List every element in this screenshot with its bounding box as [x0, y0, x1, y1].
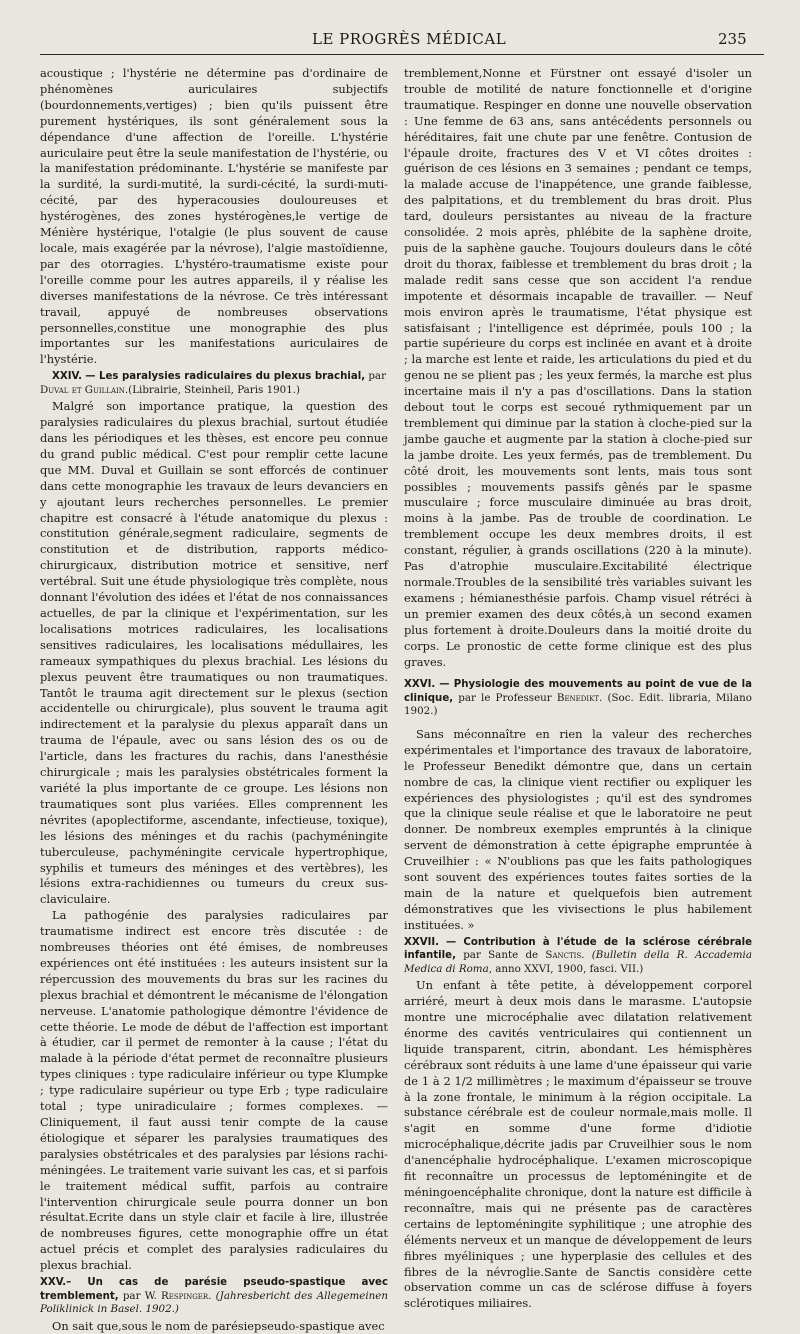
review-number: XXV.: [40, 1277, 67, 1289]
review-publisher: (Librairie, Steinheil, Paris 1901.): [128, 383, 301, 396]
journal-title: LE PROGRÈS MÉDICAL: [312, 30, 507, 48]
review-heading-xxvii: [404, 936, 752, 977]
review-heading-xxvi: [404, 678, 752, 719]
review-title: — Contribution à l'étude de la sclérose cérébrale infantile,: [404, 936, 752, 962]
review-heading-xxv: [40, 1276, 388, 1317]
paragraph: acoustique ; l'hystérie ne détermine pas d'ordinaire de phénomènes auriculaires subjectifs (bourdonnements,vertiges) ; bien qu'ils puissent être purement hystériques, ils sont généralement sous la dépendance d'une affection de l'oreille. L'hystérie auriculaire peut être la seule manifestation de l'hystérie, ou la manifestation prédominante. L'hystérie se manifeste par la surdité, la surdi-mutité, la surdi-cécité, la surdi-muti-cécité, par des hyperacousies douloureuses et hystérogènes, des zones hystérogènes,le vertige de Ménière hystérique, l'otalgie (le plus souvent de cause locale, mais exagérée par la névrose), l'algie mastoïdienne, par des otorragies. L'hystéro-traumatisme existe pour l'oreille comme pour les autres appareils, il y réalise les diverses manifestations de la névrose. Ce très intéressant travail, appuyé de nombreuses observations personnelles,constitue une monographie des plus importantes sur les manifestations auriculaires de l'hystérie.: [40, 66, 388, 367]
review-title: — Physiologie des mouvements au point de vue de la clinique,: [404, 679, 752, 704]
paragraph: Malgré son importance pratique, la question des paralysies radiculaires du plexus brachial, surtout étudiée dans les périodiques et les thèses, est encore peu connue du grand public médical. C'est pour remplir cette lacune que MM. Duval et Guillain se sont efforcés de continuer dans cette monographie les travaux de leurs devanciers en y ajoutant leurs recherches personnelles. Le premier chapitre est consacré à l'étude anatomique du plexus : constitution générale,segment radiculaire, segments de constitution et de distribution, rapports médico-chirurgicaux, distribution motrice et sensitive, nerf vertébral. Suit une étude physiologique très complète, nous donnant l'évolution des idées et l'état de nos connaissances actuelles, de par la clinique et l'expérimentation, sur les localisations motrices radiculaires, les localisations sensitives radiculaires, les localisations médullaires, les rameaux sympathiques du plexus brachial. Les lésions du plexus peuvent être traumatiques ou non traumatiques. Tantôt le trauma agit directement sur le plexus (section accidentelle ou chirurgicale), plus souvent le trauma agit indirectement et la paralysie du plexus apparaît dans un trauma de l'épaule, avec ou sans lésion des os ou de l'article, dans les fractures du rachis, dans l'anesthésie chirurgicale ; mais les paralysies obstétricales forment la variété la plus importante de ce groupe. Les lésions non traumatiques sont plus variées. Elles comprennent les névrites (apoplectiforme, ascendante, infectieuse, toxique), les lésions des méninges et du rachis (pachyméningite tuberculeuse, pachyméningite cervicale hypertrophique, syphilis et tumeurs des méninges et des vertèbres), les lésions extra-rachidiennes ou tumeurs du creux sus-claviculaire.: [40, 399, 388, 907]
review-authors: Respinger.: [160, 1289, 212, 1302]
review-authors: Sanctis.: [545, 949, 585, 962]
paragraph: Sans méconnaître en rien la valeur des recherches expérimentales et l'importance des travaux de laboratoire, le Professeur Benedikt démontre que, dans un certain nombre de cas, la clinique vient rectifier ou expliquer les expériences des physiologistes ; qu'il est des syndromes que la clinique seule réalise et que le laboratoire ne peut donner. De nombreux exemples empruntés à la clinique servent de démonstration à cette épigraphe empruntée à Cruveilhier : « N'oublions pas que les faits pathologiques sont souvent des expériences toutes faites sorties de la main de la nature et quelquefois bien autrement démonstratives que les vivisections le plus habilement instituées. »: [404, 726, 752, 932]
header-rule: [40, 54, 764, 55]
review-number: XXVII.: [404, 936, 440, 948]
page-header: [0, 30, 800, 54]
paragraph: On sait que,sous le nom de parésiepseudo-spastique avec: [52, 1318, 385, 1333]
review-publisher: (Soc. Edit. libraria, Milano 1902.): [404, 691, 752, 718]
review-par: par: [365, 370, 386, 383]
review-authors: Duval et Guillain.: [40, 383, 129, 396]
paragraph: Un enfant à tête petite, à développement corporel arriéré, meurt à deux mois dans le marasme. L'autopsie montre une microcéphalie avec dilatation relativement énorme des cavités ventriculaires qui contiennent un liquide transparent, citrin, abondant. Les hémisphères cérébraux sont réduits à une lame d'une épaisseur qui varie de 1 à 2 1/2 millimètres ; le maximum d'épaisseur se trouve à la zone frontale, le minimum à la région occipitale. La substance cérébrale est de couleur normale,mais molle. Il s'agit en somme d'une forme d'idiotie microcéphalique,décrite jadis par Cruveilhier sous le nom d'anencéphalie hydrocéphalique. L'examen microscopique fit reconnaître un processus de leptoméningite et de méningoencéphalite chronique, dont la nature est difficile à reconnaître, mais qui ne présente pas de caractères certains de leptoméningite syphilitique ; une atrophie des éléments nerveux et un manque de développement de leurs fibres myéliniques ; une hyperplasie des cellules et des fibres de la névroglie.Sante de Sanctis considère cette observation comme un cas de sclérose diffuse à foyers sclérotiques miliaires.: [404, 978, 752, 1311]
review-title: – Un cas de parésie pseudo-spastique avec tremblement,: [40, 1277, 388, 1302]
review-number: XXIV.: [52, 371, 82, 383]
review-par: par le Professeur: [453, 691, 557, 704]
review-publisher: (Jahresbericht des Allegemeinen Poliklinick in Basel. 1902.): [40, 1289, 388, 1316]
left-column: [40, 66, 388, 1334]
review-title: — Les paralysies radiculaires du plexus brachial,: [85, 371, 366, 383]
review-par: par W.: [118, 1289, 161, 1302]
review-publisher: (Bulletin della R. Accademia Medica di Roma,: [404, 949, 752, 975]
right-column: [404, 66, 752, 1312]
review-par: par Sante de: [455, 949, 546, 962]
review-number: XXVI.: [404, 679, 436, 691]
review-publisher-detail: anno XXVI, 1900, fasci. VII.): [492, 962, 644, 975]
paragraph: tremblement,Nonne et Fürstner ont essayé d'isoler un trouble de motilité de nature fonctionnelle et d'origine traumatique. Respinger en donne une nouvelle observation : Une femme de 63 ans, sans antécédents personnels ou héréditaires, fait une chute par une fenêtre. Contusion de l'épaule droite, fractures des V et VI côtes droites : guérison de ces lésions en 3 semaines ; pendant ce temps, la malade accuse de l'inappétence, une grande faiblesse, des palpitations, et du tremblement du bras droit. Plus tard, douleurs persistantes au niveau de la fracture consolidée. 2 mois après, phlébite de la saphène droite, puis de la saphène gauche. Toujours douleurs dans le côté droit du thorax, faiblesse et tremblement du bras droit ; la malade redit sans cesse que son accident l'a rendue impotente et désormais incapable de travailler. — Neuf mois environ après le traumatisme, l'état physique est satisfaisant ; l'intelligence est déprimée, pouls 100 ; la partie supérieure du corps est inclinée en avant et à droite ; la marche est lente et raide, les articulations du pied et du genou ne se plient pas ; les yeux fermés, la marche est plus incertaine mais il n'y a pas d'oscillations. Dans la station debout tout le corps est secoué rythmiquement par un tremblement qui diminue par la station à cloche-pied sur la jambe gauche et augmente par la station à cloche-pied sur la jambe droite. Les yeux fermés, pas de tremblement. Du côté droit, les mouvements sont lents, mais tous sont possibles ; mouvements passifs gênés par le spasme musculaire ; force musculaire diminuée au bras droit, moins à la jambe. Pas de trouble de coordination. Le tremblement occupe les deux membres droits, il est constant, régulier, à grands oscillations (220 à la minute). Pas d'atrophie musculaire.Excitabilité électrique normale.Troubles de la sensibilité très variables suivant les examens ; hémianesthésie parfois. Champ visuel rétréci à un premier examen des deux côtés,à un second examen plus fortement à droite.Douleurs dans la moitié droite du corps. Le pronostic de cette forme clinique est des plus graves.: [404, 66, 752, 669]
paragraph: La pathogénie des paralysies radiculaires par traumatisme indirect est encore très discutée : de nombreuses théories ont été émises, de nombreuses expériences ont été instituées : les auteurs insistent sur la répercussion des mouvements du bras sur les racines du plexus brachial et démontrent le mécanisme de l'élongation nerveuse. L'anatomie pathologique démontre l'évidence de cette théorie. Le mode de début de l'affection est important à étudier, car il permet de remonter à la cause ; l'état du malade à la période d'état permet de reconnaître plusieurs types cliniques : type radiculaire inférieur ou type Klumpke ; type radiculaire supérieur ou type Erb ; type radiculaire total ; type uniradiculaire ; formes complexes. — Cliniquement, il faut aussi tenir compte de la cause étiologique et séparer les paralysies traumatiques des paralysies obstétricales et des paralysies par lésions rachi-méningées. Le traitement varie suivant les cas, et si parfois le traitement médical suffit, parfois au contraire l'intervention chirurgicale seule pourra donner un bon résultat.Ecrite dans un style clair et facile à lire, illustrée de nombreuses figures, cette monographie offre un état actuel précis et complet des paralysies radiculaires du plexus brachial.: [40, 908, 388, 1273]
review-authors: Benedikt.: [556, 691, 603, 704]
review-heading-xxiv: [40, 370, 388, 397]
page-number: 235: [718, 30, 747, 48]
